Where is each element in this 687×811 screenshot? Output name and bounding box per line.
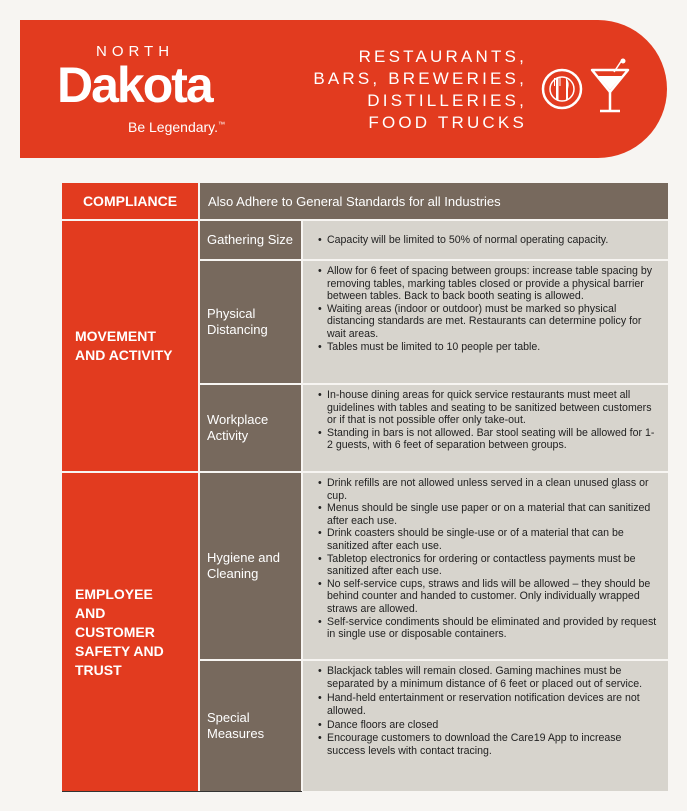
cocktail-glass-icon — [588, 58, 632, 118]
brand-dakota-logo: Dakota — [57, 57, 212, 113]
category-label: Special Measures — [200, 661, 301, 791]
guideline-list — [303, 261, 668, 383]
table-row — [62, 385, 668, 471]
guideline-list — [303, 473, 668, 659]
category-label: Workplace Activity — [200, 385, 301, 471]
guideline-item: • Allow for 6 feet of spacing between groups: increase table spacing by removing tables, marking tables closed or provide a physical barrier between tables. Back to back booth seating is allowed. — [327, 265, 660, 303]
guideline-item: • Tabletop electronics for ordering or contactless payments must be sanitized after each use. — [327, 553, 660, 578]
guideline-item: • Menus should be single use paper or on a material that can sanitized after each use. — [327, 502, 660, 527]
category-label: Gathering Size — [200, 221, 301, 259]
guideline-item: • Encourage customers to download the Care19 App to increase success levels with contact tracing. — [327, 732, 660, 757]
section-label: MOVEMENT AND ACTIVITY — [62, 221, 198, 471]
category-label: Hygiene and Cleaning — [200, 473, 301, 659]
guideline-list — [303, 661, 668, 791]
compliance-header: COMPLIANCE — [62, 183, 198, 219]
divider — [62, 791, 302, 792]
guideline-item: • Drink coasters should be single-use or of a material that can be sanitized after each use. — [327, 527, 660, 552]
plate-fork-knife-icon — [541, 68, 583, 110]
general-standards-header: Also Adhere to General Standards for all Industries — [200, 183, 668, 219]
table-row — [62, 261, 668, 383]
table-row — [62, 473, 668, 659]
brand-north: NORTH — [96, 43, 175, 60]
brand-tagline: Be Legendary.™ — [128, 119, 226, 135]
guideline-item: • Standing in bars is not allowed. Bar stool seating will be allowed for 1-2 guests, with 6 feet of separation between groups. — [327, 427, 660, 452]
table-row — [62, 221, 668, 259]
guideline-item: • No self-service cups, straws and lids will be allowed – they should be behind counter and handed to customer. Only individually wrapped straws are allowed. — [327, 578, 660, 616]
guideline-item: • Capacity will be limited to 50% of normal operating capacity. — [327, 234, 660, 247]
category-label: Physical Distancing — [200, 261, 301, 383]
guideline-item: • Self-service condiments should be eliminated and provided by request in single use or disposable containers. — [327, 616, 660, 641]
guideline-list — [303, 221, 668, 259]
guideline-item: • In-house dining areas for quick service restaurants must meet all guidelines with tables and seating to be sanitized between customers or if that is not possible offer only take-out. — [327, 389, 660, 427]
guideline-item: • Blackjack tables will remain closed. Gaming machines must be separated by a minimum distance of 6 feet or placed out of service. — [327, 665, 660, 690]
sector-title: RESTAURANTS, BARS, BREWERIES, DISTILLERIES, FOOD TRUCKS — [313, 47, 527, 132]
section-label: EMPLOYEE AND CUSTOMER SAFETY AND TRUST — [62, 473, 198, 791]
table-header-row — [62, 183, 668, 219]
table-row — [62, 661, 668, 791]
guideline-item: • Hand-held entertainment or reservation notification devices are not allowed. — [327, 692, 660, 717]
guideline-item: • Waiting areas (indoor or outdoor) must be marked so physical distancing standards are met. Restaurants can determine policy for wait areas. — [327, 303, 660, 341]
guideline-list — [303, 385, 668, 471]
guideline-item: • Dance floors are closed — [327, 719, 660, 732]
guideline-item: • Drink refills are not allowed unless served in a clean unused glass or cup. — [327, 477, 660, 502]
guideline-item: • Tables must be limited to 10 people per table. — [327, 341, 660, 354]
